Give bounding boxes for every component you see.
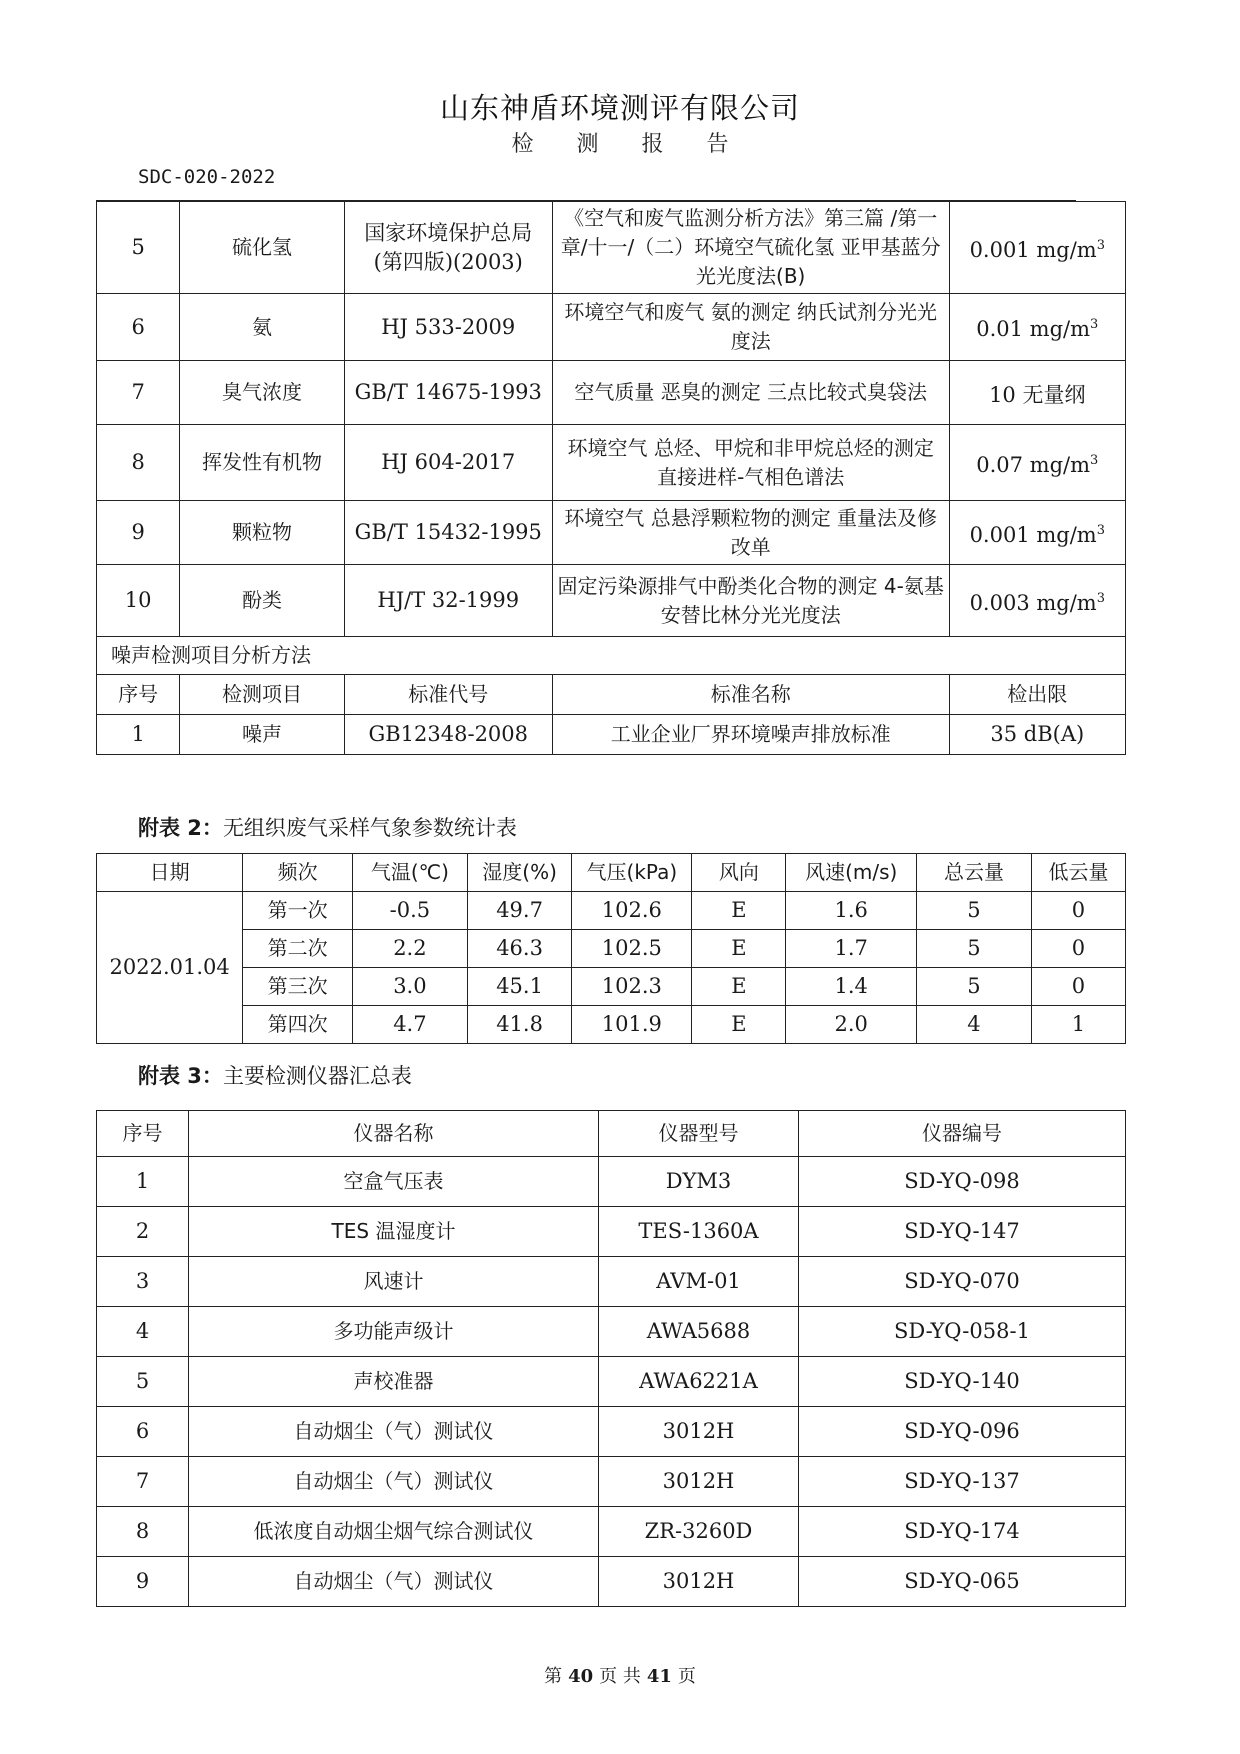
method-row xyxy=(97,202,1126,294)
noise-header-row xyxy=(97,675,1126,715)
instrument-model-cell: AWA6221A xyxy=(599,1357,799,1407)
page-header xyxy=(0,88,1240,160)
footer-middle: 页 共 xyxy=(599,1666,641,1687)
weather-pressure-cell: 102.3 xyxy=(572,968,692,1006)
instrument-id-cell: SD-YQ-140 xyxy=(799,1357,1126,1407)
method-limit-unit-exponent: 3 xyxy=(1090,317,1099,332)
noise-item-cell: 噪声 xyxy=(180,715,344,755)
weather-pressure-cell: 102.6 xyxy=(572,892,692,930)
instrument-no-cell: 6 xyxy=(97,1407,189,1457)
noise-header-cell: 序号 xyxy=(97,675,180,715)
instrument-model-cell: AWA5688 xyxy=(599,1307,799,1357)
weather-total-cloud-cell: 5 xyxy=(917,892,1032,930)
instrument-no-cell: 9 xyxy=(97,1557,189,1607)
instrument-no-cell: 2 xyxy=(97,1207,189,1257)
method-limit-unit-exponent: 3 xyxy=(1096,522,1105,538)
weather-caption xyxy=(138,812,517,842)
weather-header-cell: 频次 xyxy=(243,854,353,892)
method-item-cell: 挥发性有机物 xyxy=(180,425,344,501)
instrument-row xyxy=(97,1507,1126,1557)
instrument-name-cell: 声校准器 xyxy=(189,1357,599,1407)
instrument-id-cell: SD-YQ-147 xyxy=(799,1207,1126,1257)
method-limit-cell xyxy=(949,361,1125,425)
method-row xyxy=(97,294,1126,361)
instruments-caption-text: 主要检测仪器汇总表 xyxy=(222,1064,412,1088)
instrument-id-cell: SD-YQ-174 xyxy=(799,1507,1126,1557)
instrument-header-cell: 序号 xyxy=(97,1111,189,1157)
methods-table-body xyxy=(97,202,1126,755)
weather-header-cell: 气温(℃) xyxy=(352,854,467,892)
instrument-row xyxy=(97,1357,1126,1407)
method-row xyxy=(97,425,1126,501)
method-row xyxy=(97,501,1126,565)
footer-page-number: 40 xyxy=(568,1666,594,1687)
noise-section-title: 噪声检测项目分析方法 xyxy=(97,637,1126,675)
weather-temp-cell: 2.2 xyxy=(352,930,467,968)
instrument-model-cell: 3012H xyxy=(599,1457,799,1507)
weather-table-body xyxy=(97,892,1126,1044)
company-name: 山东神盾环境测评有限公司 xyxy=(439,91,800,125)
weather-temp-cell: -0.5 xyxy=(352,892,467,930)
instrument-id-cell: SD-YQ-137 xyxy=(799,1457,1126,1507)
method-limit-cell xyxy=(949,501,1125,565)
weather-row xyxy=(97,968,1126,1006)
method-no-cell: 5 xyxy=(97,202,180,294)
instrument-no-cell: 4 xyxy=(97,1307,189,1357)
weather-header-cell: 总云量 xyxy=(917,854,1032,892)
weather-caption-text: 无组织废气采样气象参数统计表 xyxy=(222,816,517,840)
method-limit-cell xyxy=(949,565,1125,637)
footer-suffix: 页 xyxy=(677,1666,696,1687)
instrument-name-cell: 自动烟尘（气）测试仪 xyxy=(189,1457,599,1507)
instrument-name-cell: 多功能声级计 xyxy=(189,1307,599,1357)
instruments-header-row xyxy=(97,1111,1126,1157)
instrument-no-cell: 1 xyxy=(97,1157,189,1207)
weather-total-cloud-cell: 4 xyxy=(917,1006,1032,1044)
instrument-header-cell: 仪器名称 xyxy=(189,1111,599,1157)
weather-caption-prefix: 附表 2： xyxy=(138,816,223,840)
method-code-cell: HJ 604-2017 xyxy=(344,425,552,501)
noise-header-cell: 检出限 xyxy=(949,675,1125,715)
weather-temp-cell: 3.0 xyxy=(352,968,467,1006)
method-limit-unit-exponent: 3 xyxy=(1096,590,1105,606)
weather-wind-speed-cell: 1.6 xyxy=(786,892,917,930)
weather-freq-cell: 第二次 xyxy=(243,930,353,968)
instrument-row xyxy=(97,1257,1126,1307)
method-name-cell: 环境空气 总悬浮颗粒物的测定 重量法及修改单 xyxy=(552,501,949,565)
method-item-cell: 氨 xyxy=(180,294,344,361)
weather-low-cloud-cell: 1 xyxy=(1031,1006,1125,1044)
method-no-cell: 6 xyxy=(97,294,180,361)
report-title: 检 测 报 告 xyxy=(511,132,747,157)
instruments-table xyxy=(96,1110,1126,1607)
method-no-cell: 8 xyxy=(97,425,180,501)
method-no-cell: 9 xyxy=(97,501,180,565)
method-code-cell: 国家环境保护总局 (第四版)(2003) xyxy=(344,202,552,294)
instrument-name-cell: 空盒气压表 xyxy=(189,1157,599,1207)
method-name-cell: 环境空气 总烃、甲烷和非甲烷总烃的测定 直接进样-气相色谱法 xyxy=(552,425,949,501)
document-code: SDC-020-2022 xyxy=(138,166,276,188)
footer-total-pages: 41 xyxy=(646,1666,672,1687)
instrument-model-cell: 3012H xyxy=(599,1407,799,1457)
weather-header-cell: 湿度(%) xyxy=(467,854,571,892)
instrument-header-cell: 仪器编号 xyxy=(799,1111,1126,1157)
method-limit-cell xyxy=(949,294,1125,361)
noise-section-row xyxy=(97,637,1126,675)
weather-header-cell: 日期 xyxy=(97,854,243,892)
weather-total-cloud-cell: 5 xyxy=(917,930,1032,968)
weather-low-cloud-cell: 0 xyxy=(1031,892,1125,930)
method-row xyxy=(97,565,1126,637)
instrument-name-cell: TES 温湿度计 xyxy=(189,1207,599,1257)
method-item-cell: 酚类 xyxy=(180,565,344,637)
weather-row xyxy=(97,1006,1126,1044)
instrument-id-cell: SD-YQ-058-1 xyxy=(799,1307,1126,1357)
method-limit-value: 0.01 mg/m xyxy=(976,317,1091,341)
method-row xyxy=(97,361,1126,425)
instrument-model-cell: TES-1360A xyxy=(599,1207,799,1257)
method-code-cell: GB/T 14675-1993 xyxy=(344,361,552,425)
weather-temp-cell: 4.7 xyxy=(352,1006,467,1044)
weather-total-cloud-cell: 5 xyxy=(917,968,1032,1006)
method-limit-value: 10 无量纲 xyxy=(989,382,1086,407)
weather-humidity-cell: 41.8 xyxy=(467,1006,571,1044)
weather-humidity-cell: 46.3 xyxy=(467,930,571,968)
analysis-methods-table xyxy=(96,201,1126,755)
instrument-model-cell: AVM-01 xyxy=(599,1257,799,1307)
instrument-id-cell: SD-YQ-065 xyxy=(799,1557,1126,1607)
instruments-table-body xyxy=(97,1157,1126,1607)
weather-wind-dir-cell: E xyxy=(692,892,786,930)
instruments-caption-prefix: 附表 3： xyxy=(138,1064,223,1088)
weather-header-cell: 风速(m/s) xyxy=(786,854,917,892)
instrument-no-cell: 5 xyxy=(97,1357,189,1407)
page-footer xyxy=(0,1662,1240,1688)
weather-date-cell: 2022.01.04 xyxy=(97,892,243,1044)
instrument-header-cell: 仪器型号 xyxy=(599,1111,799,1157)
method-code-cell: HJ 533-2009 xyxy=(344,294,552,361)
instrument-row xyxy=(97,1157,1126,1207)
instrument-name-cell: 低浓度自动烟尘烟气综合测试仪 xyxy=(189,1507,599,1557)
footer-prefix: 第 xyxy=(544,1666,563,1687)
weather-wind-dir-cell: E xyxy=(692,1006,786,1044)
noise-no-cell: 1 xyxy=(97,715,180,755)
instrument-row xyxy=(97,1307,1126,1357)
weather-wind-speed-cell: 1.4 xyxy=(786,968,917,1006)
noise-row xyxy=(97,715,1126,755)
method-no-cell: 7 xyxy=(97,361,180,425)
instrument-no-cell: 7 xyxy=(97,1457,189,1507)
weather-wind-speed-cell: 1.7 xyxy=(786,930,917,968)
method-item-cell: 颗粒物 xyxy=(180,501,344,565)
method-limit-value: 0.07 mg/m xyxy=(976,452,1091,477)
weather-freq-cell: 第四次 xyxy=(243,1006,353,1044)
method-limit-cell xyxy=(949,425,1125,501)
noise-header-cell: 检测项目 xyxy=(180,675,344,715)
method-name-cell: 空气质量 恶臭的测定 三点比较式臭袋法 xyxy=(552,361,949,425)
weather-wind-dir-cell: E xyxy=(692,930,786,968)
method-limit-value: 0.003 mg/m xyxy=(969,590,1097,615)
instrument-id-cell: SD-YQ-098 xyxy=(799,1157,1126,1207)
weather-low-cloud-cell: 0 xyxy=(1031,930,1125,968)
noise-limit-cell: 35 dB(A) xyxy=(949,715,1125,755)
instruments-caption xyxy=(138,1060,412,1090)
instrument-row xyxy=(97,1557,1126,1607)
weather-header-cell: 风向 xyxy=(692,854,786,892)
noise-name-cell: 工业企业厂界环境噪声排放标准 xyxy=(552,715,949,755)
weather-pressure-cell: 102.5 xyxy=(572,930,692,968)
method-code-cell: HJ/T 32-1999 xyxy=(344,565,552,637)
method-name-cell: 固定污染源排气中酚类化合物的测定 4-氨基安替比林分光光度法 xyxy=(552,565,949,637)
weather-wind-speed-cell: 2.0 xyxy=(786,1006,917,1044)
method-name-cell: 《空气和废气监测分析方法》第三篇 /第一章/十一/（二）环境空气硫化氢 亚甲基蓝分光光度法(B) xyxy=(552,202,949,294)
weather-humidity-cell: 49.7 xyxy=(467,892,571,930)
weather-row xyxy=(97,892,1126,930)
weather-table xyxy=(96,853,1126,1044)
instrument-no-cell: 8 xyxy=(97,1507,189,1557)
instrument-name-cell: 风速计 xyxy=(189,1257,599,1307)
instrument-row xyxy=(97,1457,1126,1507)
method-name-cell: 环境空气和废气 氨的测定 纳氏试剂分光光度法 xyxy=(552,294,949,361)
instrument-row xyxy=(97,1407,1126,1457)
method-code-cell: GB/T 15432-1995 xyxy=(344,501,552,565)
instrument-name-cell: 自动烟尘（气）测试仪 xyxy=(189,1557,599,1607)
weather-humidity-cell: 45.1 xyxy=(467,968,571,1006)
weather-pressure-cell: 101.9 xyxy=(572,1006,692,1044)
method-limit-unit-exponent: 3 xyxy=(1090,452,1099,468)
noise-header-cell: 标准名称 xyxy=(552,675,949,715)
instrument-name-cell: 自动烟尘（气）测试仪 xyxy=(189,1407,599,1457)
method-limit-value: 0.001 mg/m xyxy=(969,237,1097,262)
method-limit-value: 0.001 mg/m xyxy=(969,522,1097,547)
weather-header-row xyxy=(97,854,1126,892)
weather-wind-dir-cell: E xyxy=(692,968,786,1006)
method-limit-cell xyxy=(949,202,1125,294)
weather-header-cell: 气压(kPa) xyxy=(572,854,692,892)
instrument-model-cell: ZR-3260D xyxy=(599,1507,799,1557)
weather-low-cloud-cell: 0 xyxy=(1031,968,1125,1006)
weather-freq-cell: 第一次 xyxy=(243,892,353,930)
method-item-cell: 臭气浓度 xyxy=(180,361,344,425)
instrument-no-cell: 3 xyxy=(97,1257,189,1307)
method-no-cell: 10 xyxy=(97,565,180,637)
instrument-row xyxy=(97,1207,1126,1257)
instrument-model-cell: DYM3 xyxy=(599,1157,799,1207)
noise-header-cell: 标准代号 xyxy=(344,675,552,715)
instrument-id-cell: SD-YQ-096 xyxy=(799,1407,1126,1457)
weather-header-cell: 低云量 xyxy=(1031,854,1125,892)
weather-freq-cell: 第三次 xyxy=(243,968,353,1006)
instrument-id-cell: SD-YQ-070 xyxy=(799,1257,1126,1307)
instrument-model-cell: 3012H xyxy=(599,1557,799,1607)
noise-code-cell: GB12348-2008 xyxy=(344,715,552,755)
method-limit-unit-exponent: 3 xyxy=(1096,237,1105,253)
method-item-cell: 硫化氢 xyxy=(180,202,344,294)
weather-row xyxy=(97,930,1126,968)
